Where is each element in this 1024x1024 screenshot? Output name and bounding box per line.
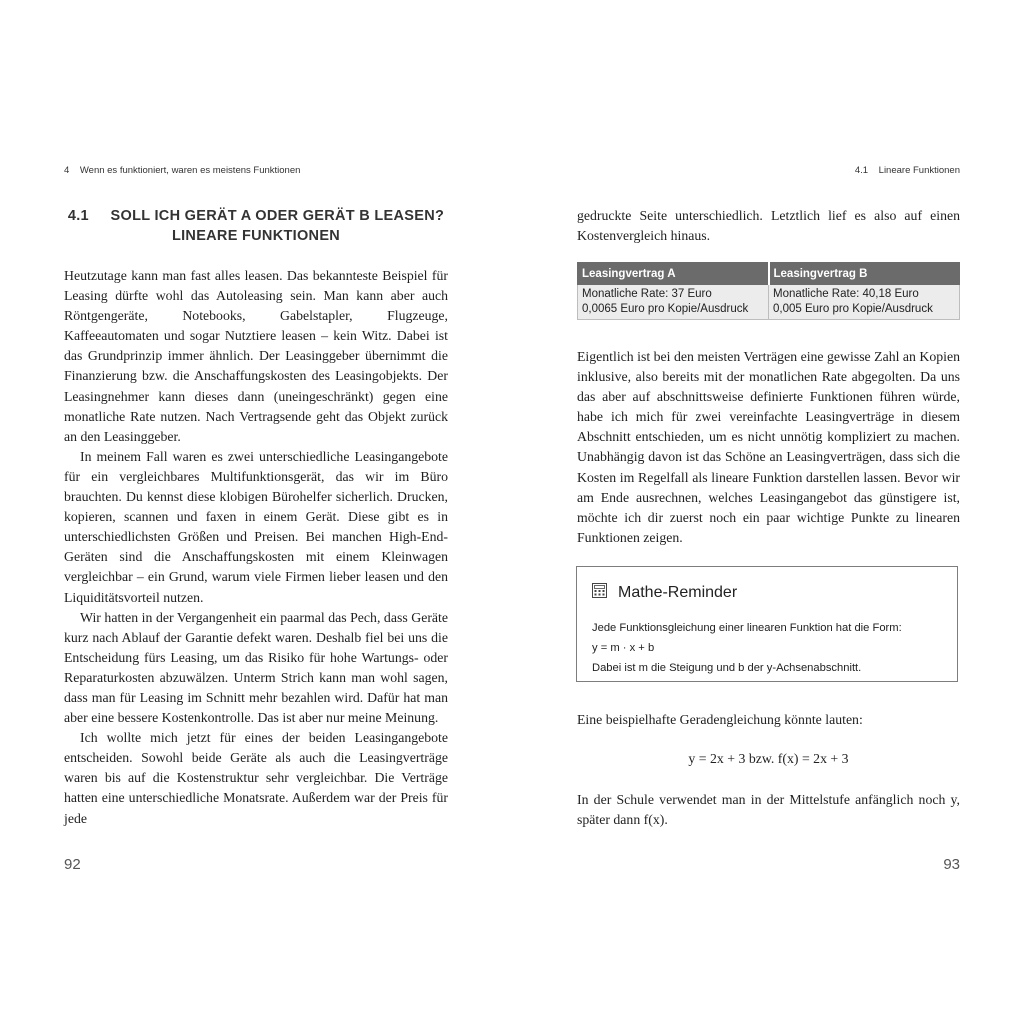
table-cell-b (769, 285, 960, 320)
header-chapter-title: Wenn es funktioniert, waren es meistens Funktionen (79, 165, 301, 176)
table-header-b: Leasingvertrag B (769, 263, 960, 285)
leasing-comparison-table (577, 262, 960, 320)
table-cell-a (578, 285, 769, 320)
paragraph: Ich wollte mich jetzt für eines der beiden Leasingangebote entscheiden. Sowohl beide Geräte als auch die Leasingverträge waren bis auf die Kostenstruktur sehr vergleichbar. Die Verträge hatten eine unterschiedliche Monatsrate. Außerdem war der Preis für jede (64, 730, 448, 826)
paragraph: Eine beispielhafte Geradengleichung könnte lauten: (577, 712, 863, 727)
calculator-icon (592, 583, 607, 598)
paragraph: In meinem Fall waren es zwei unterschiedliche Leasingangebote für ein vergleichbares Multifunktionsgerät, das wir im Büro brauchten. Du kennst diese klobigen Bürohelfer sicherlich. Drucken, kopieren, scannen und faxen in einem Gerät. Diese gibt es in unterschiedlichsten Größen und Preisen. Bei manchen High-End-Geräten sind die Anschaffungskosten mit einem Kleinwagen vergleichbar – ein Grund, warum viele Firmen lieber leasen und den Liquiditätsvorteil nutzen. (64, 448, 448, 605)
right-closing-text (577, 790, 960, 830)
copy-price-a: 0,0065 Euro pro Kopie/Ausdruck (582, 303, 749, 315)
section-title-line1: SOLL ICH GERÄT A ODER GERÄT B LEASEN? (110, 208, 445, 224)
table-header-a: Leasingvertrag A (578, 263, 769, 285)
header-chapter-number: 4 (64, 165, 70, 176)
reminder-line: Jede Funktionsgleichung einer linearen Funktion hat die Form: (592, 622, 902, 634)
section-number: 4.1 (67, 208, 89, 224)
reminder-title: Mathe-Reminder (618, 584, 738, 601)
paragraph: Eigentlich ist bei den meisten Verträgen eine gewisse Zahl an Kopien inklusive, also bereits mit der monatlichen Rate abgegolten. Da uns das aber auf abschnittsweise definierte Funktionen führen würde, habe ich mich für zwei vereinfachte Leasingverträge in diesem Abschnitt entschieden, um es nicht unnötig kompliziert zu machen. Unabhängig davon ist das Schöne an Leasingverträgen, dass sich die Kosten im Regelfall als lineare Funktion darstellen lassen. Bevor wir am Ende ausrechnen, welches Leasingangebot das günstigere ist, möchte ich dir zuerst noch ein paar wichtige Punkte zu linearen Funktionen zeigen. (577, 349, 960, 545)
table-header-row (578, 263, 960, 285)
example-intro (577, 710, 960, 730)
paragraph: In der Schule verwendet man in der Mittelstufe anfänglich noch y, später dann f(x). (577, 792, 960, 828)
page-number-left: 92 (64, 856, 81, 873)
header-section-number: 4.1 (854, 165, 869, 176)
header-section-title: Lineare Funktionen (878, 165, 960, 176)
right-intro-text (577, 206, 960, 246)
copy-price-b: 0,005 Euro pro Kopie/Ausdruck (773, 303, 933, 315)
reminder-formula: y = m · x + b (592, 642, 655, 654)
example-formula: y = 2x + 3 bzw. f(x) = 2x + 3 (688, 751, 849, 766)
section-heading (64, 206, 448, 246)
reminder-line: Dabei ist m die Steigung und b der y-Achsenabschnitt. (592, 662, 862, 674)
reminder-body (592, 618, 902, 678)
section-title-line2: LINEARE FUNKTIONEN (171, 228, 341, 244)
paragraph: Heutzutage kann man fast alles leasen. Das bekannteste Beispiel für Leasing dürfte wohl das Autoleasing sein. Man kann aber auch Röntgengeräte, Notebooks, Gabelstapler, Flugzeuge, Kaffeeautomaten und sogar Nutztiere leasen – kein Witz. Dabei ist das Grundprinzip immer ähnlich. Der Leasinggeber übernimmt die Finanzierung bzw. die Anschaffungskosten des Leasingobjekts. Der Leasingnehmer kann dieses dann (uneingeschränkt) gegen eine monatliche Rate nutzen. Nach Vertragsende geht das Objekt zurück an den Leasinggeber. (64, 268, 448, 444)
running-header-left (64, 165, 300, 176)
paragraph: Wir hatten in der Vergangenheit ein paarmal das Pech, dass Geräte kurz nach Ablauf der Garantie defekt waren. Deshalb fiel bei uns die Entscheidung fürs Leasing, um das Risiko für hohe Wartungs- oder Reparaturkosten abzuwälzen. Unterm Strich kann man wohl sagen, dass man für Leasing im Schnitt mehr bezahlen wird. Dafür hat man aber eine bessere Kostenkontrolle. Das ist aber nur meine Meinung. (64, 609, 448, 726)
math-reminder-box (576, 566, 958, 682)
left-body-text (64, 266, 448, 829)
rate-a: Monatliche Rate: 37 Euro (582, 288, 712, 300)
rate-b: Monatliche Rate: 40,18 Euro (773, 288, 919, 300)
running-header-right (855, 165, 960, 176)
table-row (578, 285, 960, 320)
right-body-text (577, 347, 960, 548)
page-number-right: 93 (943, 856, 960, 873)
paragraph: gedruckte Seite unterschiedlich. Letztlich lief es also auf einen Kostenvergleich hinaus. (577, 208, 960, 244)
